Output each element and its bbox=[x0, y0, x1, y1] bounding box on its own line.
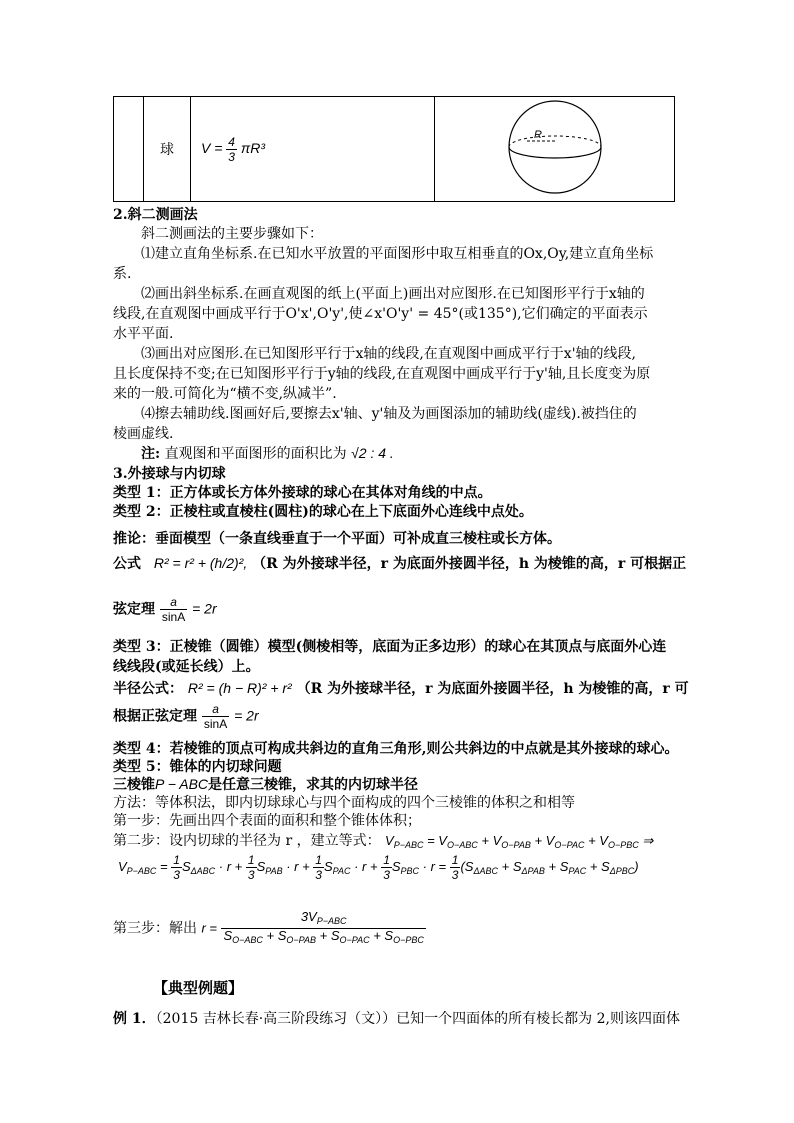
example-1-label: 例 1． bbox=[113, 1011, 156, 1027]
type-2-label: 类型 2： bbox=[113, 504, 170, 520]
note-text: 直观图和平面图形的面积比为 bbox=[164, 446, 347, 462]
sine-rule-fraction bbox=[160, 595, 187, 624]
step-1-volume: 第一步：先画出四个表面的面积和整个锥体体积； bbox=[113, 813, 421, 829]
tri-prefix: 三棱锥 bbox=[113, 777, 155, 793]
sine-rule-2-line bbox=[113, 702, 259, 731]
step-2-line-3: 水平平面. bbox=[113, 326, 174, 342]
note-ratio: √2 : 4 . bbox=[351, 445, 394, 461]
radius-label: 半径公式： bbox=[113, 681, 183, 697]
step-1-line-2: 系. bbox=[113, 266, 132, 282]
section-3-title: 3.外接球与内切球 bbox=[113, 466, 226, 482]
sine-numerator: a bbox=[160, 595, 187, 610]
formula-cell bbox=[191, 97, 435, 202]
step-3-line-1: ⑶画出对应图形.在已知图形平行于x轴的线段,在直观图中画成平行于x'轴的线段, bbox=[141, 346, 636, 362]
sine-2-denominator: sinA bbox=[203, 717, 228, 731]
step-4-line-1: ⑷擦去辅助线.图画好后,要擦去x'轴、y'轴及为画图添加的辅助线(虚线).被挡住的 bbox=[141, 406, 637, 422]
step-3-text: 第三步：解出 bbox=[113, 920, 197, 937]
formula-label: 公式 bbox=[113, 556, 141, 572]
type-1-label: 类型 1： bbox=[113, 485, 170, 501]
figure-cell bbox=[435, 97, 675, 202]
radius-formula-line bbox=[113, 678, 689, 698]
sine-rule-line bbox=[113, 595, 217, 624]
tri-name: P − ABC bbox=[155, 776, 209, 792]
tri-suffix: 是任意三棱锥，求其的内切球半径 bbox=[208, 777, 419, 793]
sine-rule-2-fraction bbox=[202, 702, 229, 731]
tri-pyramid-line bbox=[113, 774, 418, 794]
step-2-text: 第二步：设内切球的半径为 r ，建立等式： bbox=[113, 833, 381, 849]
formula-equation: R² = r² + (h/2)², bbox=[153, 555, 248, 571]
examples-heading: 【典型例题】 bbox=[153, 979, 244, 997]
solid-name-cell bbox=[144, 97, 191, 202]
step-4-line-2: 棱画虚线. bbox=[113, 426, 174, 442]
formula-fraction bbox=[226, 135, 237, 164]
volume-expansion: $V_{P-ABC}$ = $\frac{1}{3}$ $S_{\Delta ABC} \cdot r$ + $\frac{1}{3}$ $S_{PAB} \cdot r$ + $\frac{1}{3}$ $S_{PAC} \cdot r$ + $\frac{1}{3}$ $S_{PBC} \cdot r$ = $\frac{1}{3}$ $(S_{\Delta ABC} + S_{\Delta PAB} + S_{PAC} + S_{\Delta PBC})$ bbox=[118, 853, 639, 882]
table-cell-empty bbox=[114, 97, 144, 202]
solid-table bbox=[113, 96, 675, 202]
sine-denominator: sinA bbox=[161, 610, 186, 624]
solid-name: 球 bbox=[160, 142, 174, 158]
method-line: 方法：等体积法，即内切球球心与四个面构成的四个三棱锥的体积之和相等 bbox=[113, 795, 575, 811]
sine-2-numerator: a bbox=[202, 702, 229, 717]
type-3-line-1 bbox=[113, 636, 666, 656]
sine-rule-label: 弦定理 bbox=[113, 601, 155, 618]
fraction-numerator: 4 bbox=[228, 134, 235, 149]
type-1-text: 正方体或长方体外接球的球心在其体对角线的中点。 bbox=[169, 485, 492, 501]
step-3-radius: 第三步：解出 r = $\frac{3V_{P-ABC}}{S_{O-ABC} + S_{O-PAB} + S_{O-PAC} + S_{O-PBC}}$ bbox=[113, 909, 424, 945]
formula-description: （R 为外接球半径，r 为底面外接圆半径，h 为棱锥的高，r 可根据正 bbox=[252, 556, 687, 572]
step-3-line-2: 且长度保持不变;在已知图形平行于y轴的线段,在直观图中画成平行于y'轴,且长度变为原 bbox=[113, 366, 651, 382]
type-2-line bbox=[113, 501, 533, 521]
radius-description: （R 为外接球半径，r 为底面外接圆半径，h 为棱锥的高，r 可 bbox=[296, 681, 689, 697]
step-3-line-3: 来的一般.可简化为“横不变,纵减半”. bbox=[113, 386, 337, 402]
sine-2-rhs: = 2r bbox=[234, 707, 259, 724]
volume-equation: $V_{P-ABC} = V_{O-ABC} + V_{O-PAB} + V_{O-PAC} + V_{O-PBC}$ ⇒ bbox=[385, 833, 654, 850]
type-3-line-2: 线线段(或延长线）上。 bbox=[113, 659, 260, 675]
step-2-volume bbox=[113, 830, 653, 850]
formula-suffix: πR³ bbox=[240, 139, 266, 156]
fraction-denominator: 3 bbox=[228, 149, 235, 164]
type-2-text: 正棱柱或直棱柱(圆柱)的球心在上下底面外心连线中点处。 bbox=[169, 504, 533, 520]
example-1-text: （2015 吉林长春·高三阶段练习（文））已知一个四面体的所有棱长都为 2,则该四面体 bbox=[155, 1011, 680, 1027]
inference-line: 推论：垂面模型（一条直线垂直于一个平面）可补成直三棱柱或长方体。 bbox=[113, 531, 561, 547]
note-line bbox=[141, 443, 394, 463]
step-2-line-2: 线段,在直观图中画成平行于O'x',O'y',使∠x'O'y' = 45°(或135°),它们确定的平面表示 bbox=[113, 306, 648, 322]
sine-rule-2-label: 根据正弦定理 bbox=[113, 708, 197, 725]
radius-equation: R² = (h − R)² + r² bbox=[187, 680, 292, 696]
type-3-label: 类型 3： bbox=[113, 639, 170, 655]
step-1-line-1: ⑴建立直角坐标系.在已知水平放置的平面图形中取互相垂直的Ox,Oy,建立直角坐标 bbox=[141, 246, 654, 262]
sine-rhs: = 2r bbox=[192, 600, 217, 617]
section-2-title: 2.斜二测画法 bbox=[113, 207, 198, 223]
type-3-text: 正棱锥（圆锥）模型(侧棱相等，底面为正多边形）的球心在其顶点与底面外心连 bbox=[169, 639, 667, 655]
table-row bbox=[114, 97, 675, 202]
formula-line bbox=[113, 553, 686, 573]
radius-label: R bbox=[533, 129, 542, 141]
type-1-line bbox=[113, 482, 492, 502]
volume-formula bbox=[201, 134, 266, 164]
sphere-figure bbox=[500, 100, 610, 194]
step-2-line-1: ⑵画出斜坐标系.在画直观图的纸上(平面上)画出对应图形.在已知图形平行于x轴的 bbox=[141, 286, 645, 302]
note-label: 注: bbox=[141, 446, 161, 462]
section-2-intro: 斜二测画法的主要步骤如下： bbox=[141, 226, 323, 242]
formula-prefix: V = bbox=[201, 139, 223, 156]
type-4-line: 类型 4：若棱锥的顶点可构成共斜边的直角三角形,则公共斜边的中点就是其外接球的球心。 bbox=[113, 741, 679, 757]
example-1-line bbox=[113, 1008, 680, 1028]
radius-result-fraction: $\frac{3V_{P-ABC}}{S_{O-ABC} + S_{O-PAB} + S_{O-PAC} + S_{O-PBC}}$ bbox=[223, 909, 424, 945]
type-5-line: 类型 5：锥体的内切球问题 bbox=[113, 759, 282, 775]
